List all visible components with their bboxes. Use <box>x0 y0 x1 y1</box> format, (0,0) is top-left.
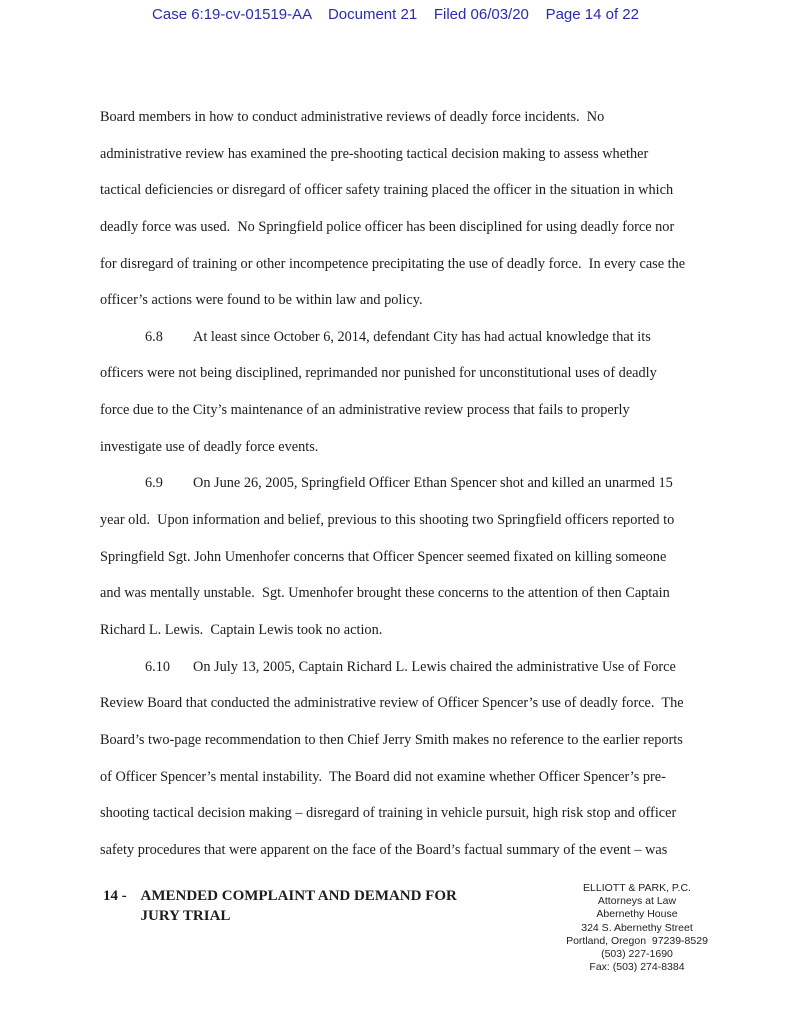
paragraph-first-line-text: On July 13, 2005, Captain Richard L. Lewis chaired the administrative Use of Force <box>193 658 676 675</box>
body-line: deadly force was used. No Springfield police officer has been disciplined for using deadly force nor <box>100 218 675 235</box>
address-line: ELLIOTT & PARK, P.C. <box>583 882 691 894</box>
body-line: Review Board that conducted the administrative review of Officer Spencer’s use of deadly force. The <box>100 695 684 712</box>
document-body <box>100 99 760 868</box>
body-line: Springfield Sgt. John Umenhofer concerns that Officer Spencer seemed fixated on killing someone <box>100 548 667 565</box>
body-line: year old. Upon information and belief, previous to this shooting two Springfield officers reported to <box>100 512 675 529</box>
body-line: administrative review has examined the pre-shooting tactical decision making to assess whether <box>100 145 649 162</box>
paragraph <box>100 649 760 869</box>
body-line: officers were not being disciplined, reprimanded nor punished for unconstitutional uses of deadly <box>100 365 657 382</box>
footer-document-title <box>141 886 457 926</box>
address-line: Abernethy House <box>596 908 678 921</box>
body-line: for disregard of training or other incompetence precipitating the use of deadly force. In every case the <box>100 255 686 272</box>
body-line: shooting tactical decision making – disregard of training in vehicle pursuit, high risk stop and officer <box>100 805 677 822</box>
address-line: Attorneys at Law <box>597 895 677 908</box>
body-line <box>100 465 760 502</box>
footer-title-block <box>103 886 457 926</box>
body-line <box>100 319 760 356</box>
paragraph-number: 6.9 <box>145 475 163 492</box>
body-line: safety procedures that were apparent on the face of the Board’s factual summary of the event – was <box>100 841 668 858</box>
address-line: Fax: (503) 274-8384 <box>589 961 685 974</box>
paragraph-number: 6.10 <box>145 658 171 675</box>
body-line: Richard L. Lewis. Captain Lewis took no action. <box>100 621 383 638</box>
law-firm-address-block <box>532 882 742 974</box>
paragraph-number: 6.8 <box>145 328 163 345</box>
body-line: investigate use of deadly force events. <box>100 438 319 455</box>
paragraph-first-line-text: At least since October 6, 2014, defendant City has had actual knowledge that its <box>193 328 651 345</box>
body-line: Board’s two-page recommendation to then Chief Jerry Smith makes no reference to the earlier reports <box>100 731 683 748</box>
paragraph-first-line-text: On June 26, 2005, Springfield Officer Ethan Spencer shot and killed an unarmed 15 <box>193 475 673 492</box>
body-line <box>100 649 760 686</box>
body-line: of Officer Spencer’s mental instability. The Board did not examine whether Officer Spencer’s pre- <box>100 768 666 785</box>
paragraph <box>100 319 760 466</box>
court-filing-stamp: Case 6:19-cv-01519-AA Document 21 Filed 06/03/20 Page 14 of 22 <box>152 6 639 23</box>
body-line: tactical deficiencies or disregard of officer safety training placed the officer in the situation in which <box>100 182 674 199</box>
body-line: force due to the City’s maintenance of an administrative review process that fails to properly <box>100 402 630 419</box>
body-line: Board members in how to conduct administrative reviews of deadly force incidents. No <box>100 109 605 125</box>
address-line: Portland, Oregon 97239-8529 <box>566 934 708 947</box>
address-line: (503) 227-1690 <box>601 948 673 961</box>
footer-page-number: 14 - <box>103 888 131 904</box>
address-line: 324 S. Abernethy Street <box>581 921 693 934</box>
footer-title-line2: JURY TRIAL <box>140 908 231 924</box>
body-line: officer’s actions were found to be within law and policy. <box>100 292 423 309</box>
body-line: and was mentally unstable. Sgt. Umenhofer brought these concerns to the attention of then Captain <box>100 585 670 602</box>
footer-title-line1: AMENDED COMPLAINT AND DEMAND FOR <box>140 888 457 904</box>
paragraph <box>100 99 760 319</box>
paragraph <box>100 465 760 648</box>
